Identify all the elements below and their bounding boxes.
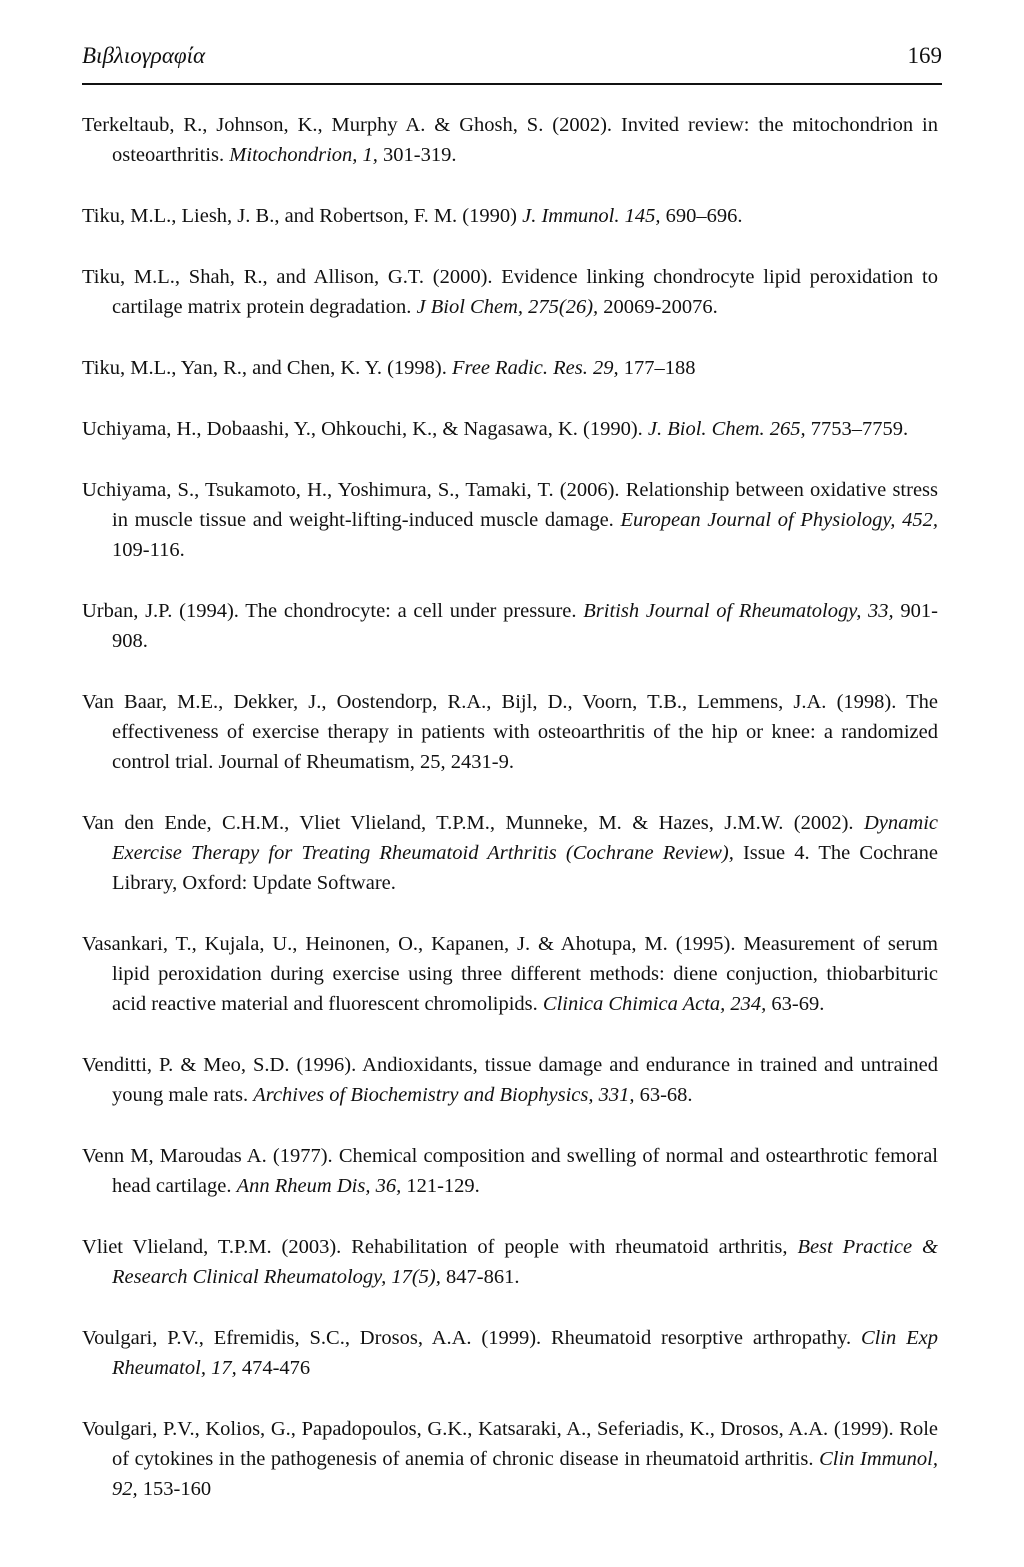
reference-entry (82, 596, 938, 656)
reference-entry (82, 475, 938, 565)
reference-entry (82, 1050, 938, 1110)
reference-entry (82, 201, 938, 231)
reference-pages: 301-319. (377, 144, 457, 166)
reference-text: Voulgari, P.V., Efremidis, S.C., Drosos, A.A. (1999). Rheumatoid resorptive arthropathy. (82, 1327, 861, 1349)
reference-text: Uchiyama, S., Tsukamoto, H., Yoshimura, S., Tamaki, T. (2006). Relationship between oxidative stress in muscle tissue and weight-lifting-induced muscle damage. (82, 479, 938, 531)
reference-source: Clinica Chimica Acta, 234, (542, 993, 767, 1015)
reference-text: Venn M, Maroudas A. (1977). Chemical composition and swelling of normal and ostearthrotic femoral head cartilage. (82, 1145, 938, 1197)
reference-pages: 847-861. (440, 1266, 520, 1288)
reference-source: J. Immunol. 145, (522, 205, 661, 227)
reference-text: Tiku, M.L., Shah, R., and Allison, G.T. (2000). Evidence linking chondrocyte lipid peroxidation to cartilage matrix protein degradation. (82, 266, 938, 318)
header-rule (82, 83, 942, 85)
reference-text: Urban, J.P. (1994). The chondrocyte: a cell under pressure. (82, 600, 584, 622)
running-title: Βιβλιογραφία (82, 43, 206, 68)
reference-source: Best Practice & Research Clinical Rheumatology, 17(5), (112, 1236, 938, 1288)
reference-entry (82, 808, 938, 898)
reference-text: Van Baar, M.E., Dekker, J., Oostendorp, R.A., Bijl, D., Voorn, T.B., Lemmens, J.A. (1998). The effectiveness of exercise therapy in patients with osteoarthritis of the hip or knee: a randomized control trial. Journal of Rheumatism, 25, 2431-9. (82, 691, 938, 773)
reference-source: Clin Exp Rheumatol, 17, (112, 1327, 938, 1379)
page-number: 169 (907, 43, 942, 68)
reference-pages: 153-160 (137, 1478, 212, 1500)
reference-text: Vasankari, T., Kujala, U., Heinonen, O., Kapanen, J. & Ahotupa, M. (1995). Measurement of serum lipid peroxidation during exercise using three different methods: diene conjuction, thiobarbituric acid reactive material and fluorescent chromolipids. (82, 933, 938, 1015)
reference-entry (82, 414, 938, 444)
reference-pages: 121-129. (401, 1175, 480, 1197)
reference-pages: 177–188 (618, 357, 696, 379)
reference-pages: 109-116. (112, 539, 185, 561)
reference-pages: Issue 4. The Cochrane Library, Oxford: Update Software. (112, 842, 938, 894)
reference-source: British Journal of Rheumatology, 33, (583, 600, 894, 622)
reference-pages: 63-68. (634, 1084, 693, 1106)
reference-source: Archives of Biochemistry and Biophysics, 331, (253, 1084, 635, 1106)
reference-pages: 474-476 (236, 1357, 311, 1379)
reference-text: Tiku, M.L., Liesh, J. B., and Robertson, F. M. (1990) (82, 205, 523, 227)
reference-entry (82, 1232, 938, 1292)
reference-source: European Journal of Physiology, 452, (620, 509, 938, 531)
reference-entry (82, 110, 938, 170)
reference-entry (82, 1323, 938, 1383)
reference-text: Terkeltaub, R., Johnson, K., Murphy A. & Ghosh, S. (2002). Invited review: the mitochondrion in osteoarthritis. (82, 114, 938, 166)
reference-text: Uchiyama, H., Dobaashi, Y., Ohkouchi, K., & Nagasawa, K. (1990). (82, 418, 648, 440)
reference-list (82, 110, 938, 1535)
reference-entry (82, 353, 938, 383)
reference-entry (82, 929, 938, 1019)
reference-pages: 20069-20076. (598, 296, 718, 318)
reference-text: Voulgari, P.V., Kolios, G., Papadopoulos, G.K., Katsaraki, A., Seferiadis, K., Drosos, A.A. (1999). Role of cytokines in the pathogenesis of anemia of chronic disease in rheumatoid arthritis. (82, 1418, 938, 1470)
reference-pages: 7753–7759. (805, 418, 909, 440)
reference-entry (82, 262, 938, 322)
reference-pages: 63-69. (766, 993, 825, 1015)
reference-source: Free Radic. Res. 29, (452, 357, 619, 379)
reference-source: J Biol Chem, 275(26), (416, 296, 599, 318)
reference-source: Ann Rheum Dis, 36, (236, 1175, 402, 1197)
reference-entry (82, 687, 938, 777)
reference-source: Clin Immunol, 92, (112, 1448, 938, 1500)
reference-pages: 690–696. (660, 205, 743, 227)
reference-source: Mitochondrion, 1, (229, 144, 378, 166)
reference-text: Van den Ende, C.H.M., Vliet Vlieland, T.P.M., Munneke, M. & Hazes, J.M.W. (2002). (82, 812, 864, 834)
reference-text: Tiku, M.L., Yan, R., and Chen, K. Y. (1998). (82, 357, 452, 379)
reference-pages: 901-908. (112, 600, 938, 652)
reference-source: J. Biol. Chem. 265, (647, 418, 806, 440)
reference-entry (82, 1141, 938, 1201)
reference-text: Vliet Vlieland, T.P.M. (2003). Rehabilitation of people with rheumatoid arthritis, (82, 1236, 798, 1258)
reference-text: Venditti, P. & Meo, S.D. (1996). Andioxidants, tissue damage and endurance in trained and untrained young male rats. (82, 1054, 938, 1106)
reference-entry (82, 1414, 938, 1504)
reference-source: Dynamic Exercise Therapy for Treating Rheumatoid Arthritis (Cochrane Review), (112, 812, 938, 864)
